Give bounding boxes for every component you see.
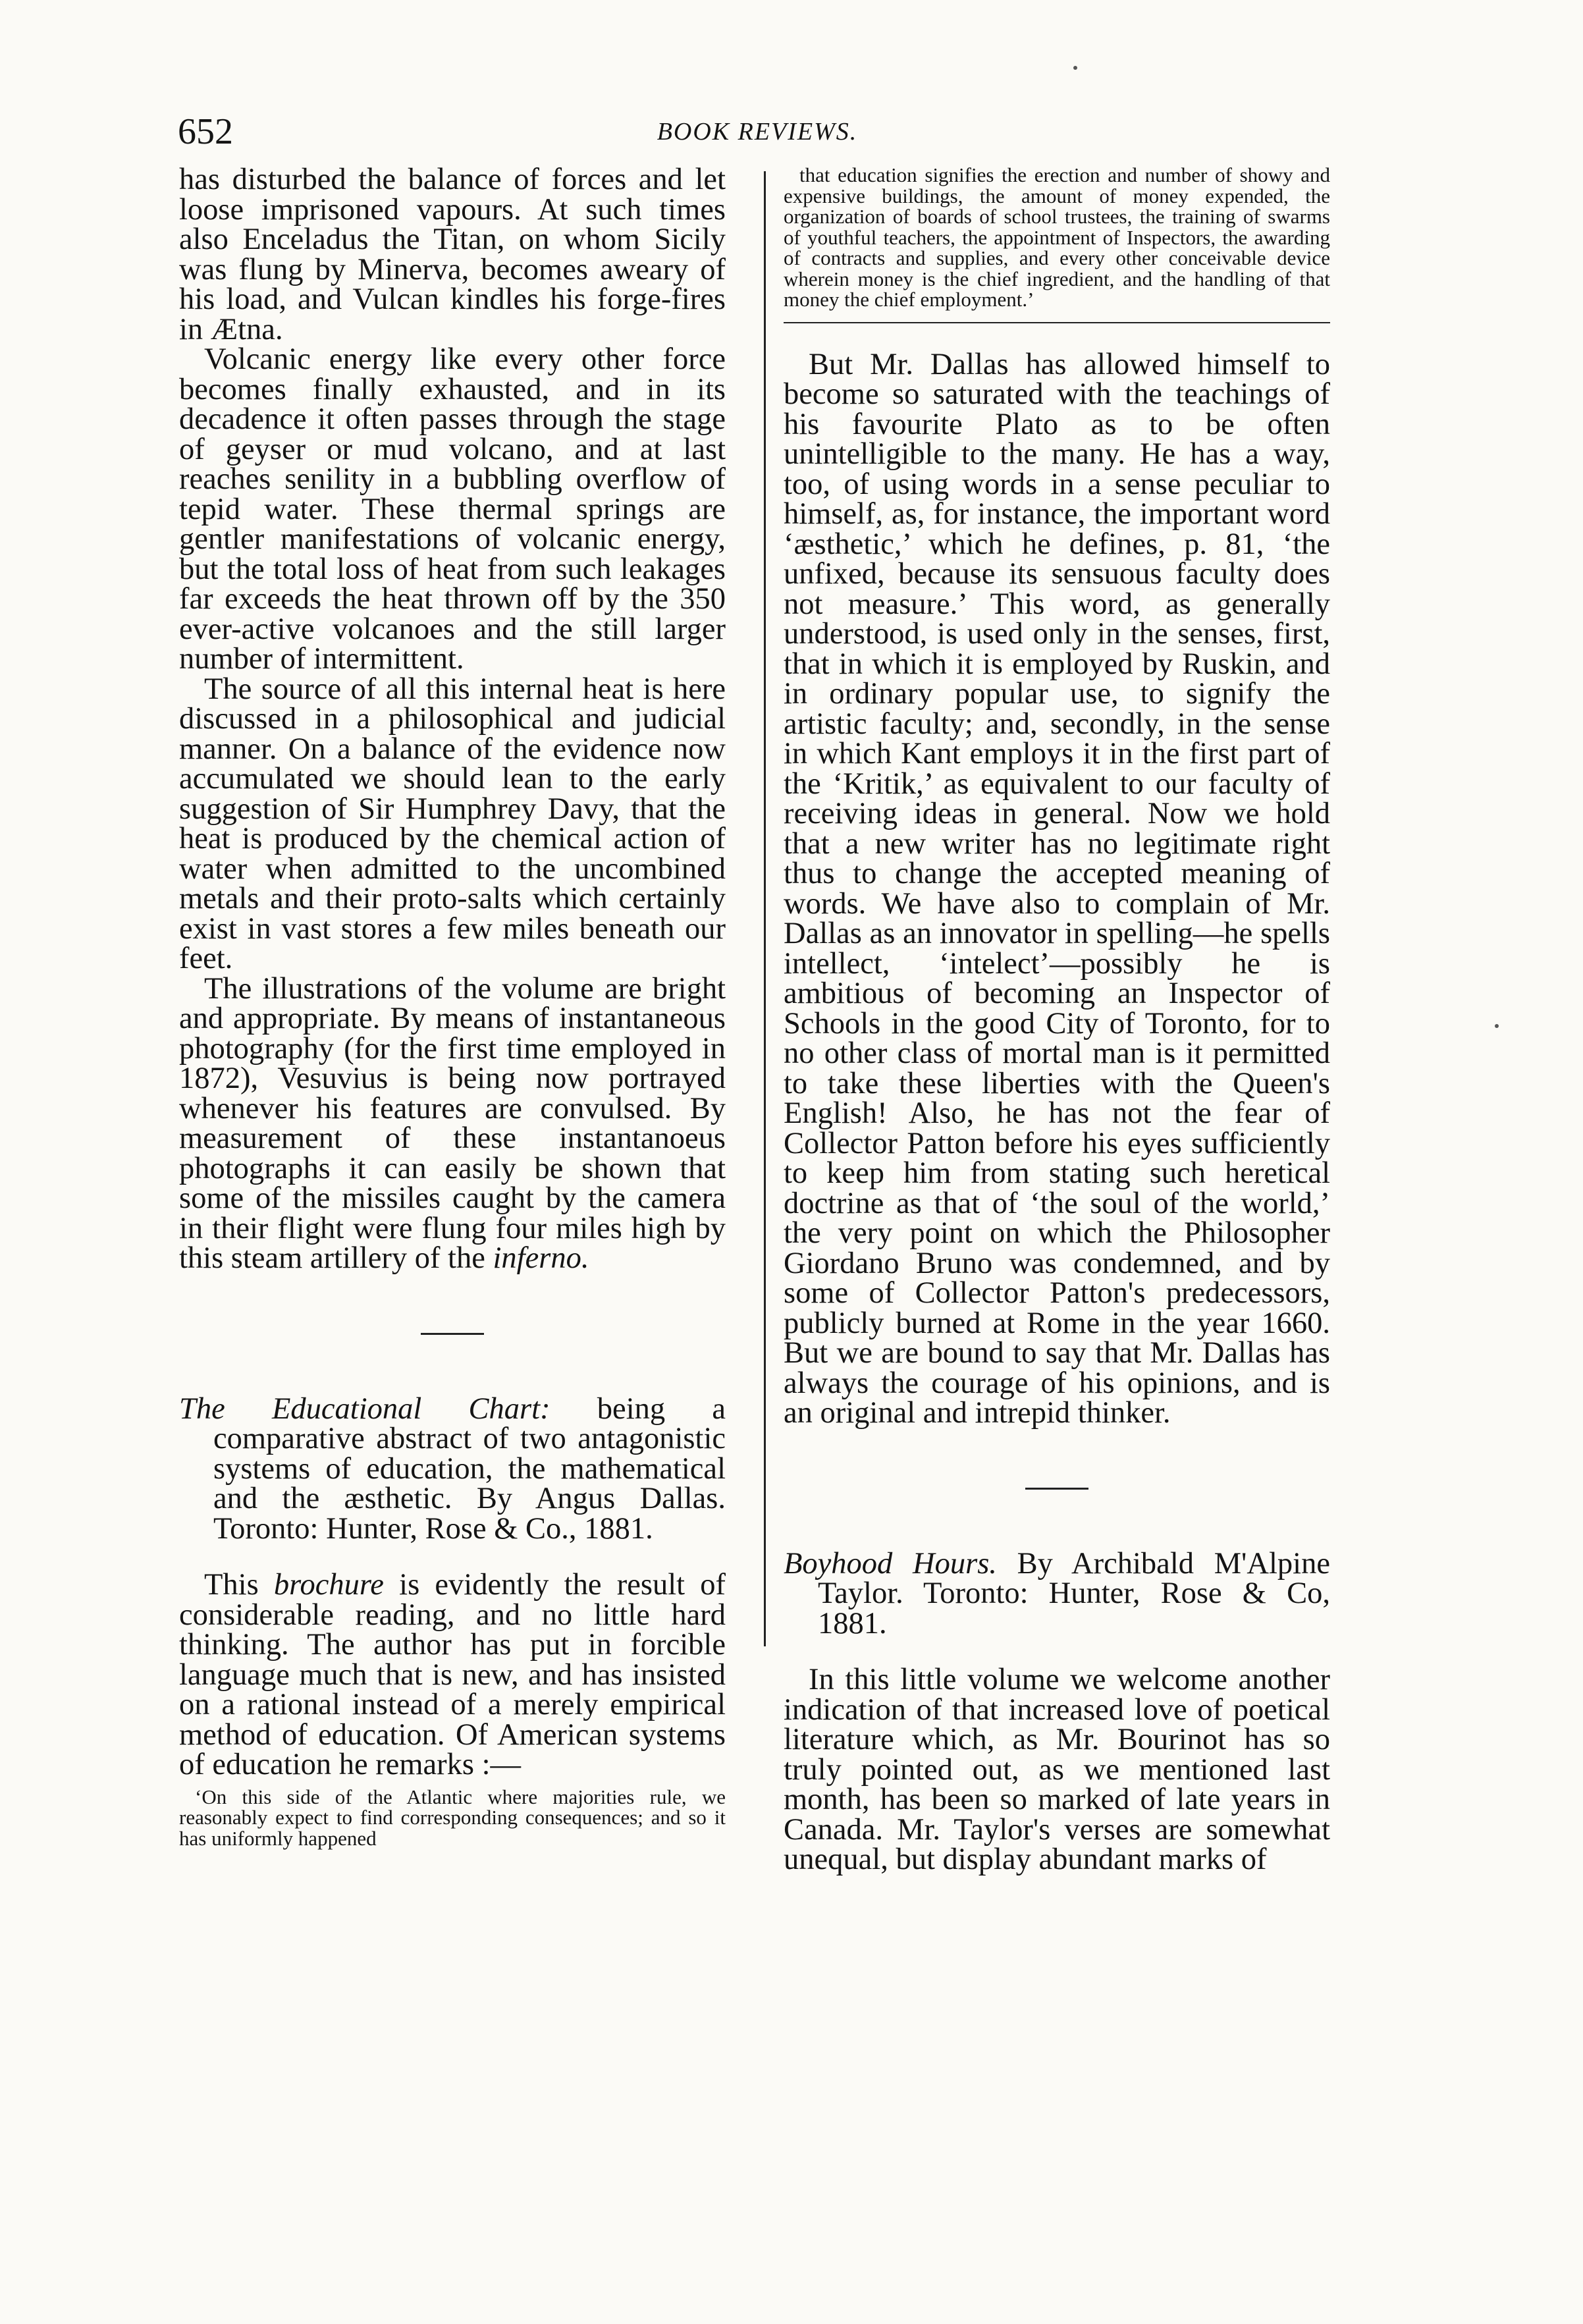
column-divider	[764, 171, 766, 1646]
stray-mark	[1073, 66, 1077, 70]
paragraph	[179, 1570, 726, 1780]
quote-rule	[784, 322, 1330, 323]
left-column	[179, 165, 726, 1849]
review-title	[784, 1546, 1330, 1640]
paragraph	[179, 971, 726, 1275]
paragraph-text: is evidently the result of considerable reading, and no little hard thinking. The author has put in forcible language much that is new, and has insisted on a rational instead of a merely empirical method of education. Of American systems of education he remarks :—	[179, 1568, 726, 1781]
review-title-italic: Boyhood Hours.	[784, 1546, 997, 1581]
paragraph: has disturbed the balance of forces and let loose imprisoned vapours. At such times also Enceladus the Titan, on whom Sicily was flung by Minerva, becomes aweary of his load, and Vulcan kindles his forge-fires in Ætna.	[179, 163, 726, 346]
review-title	[179, 1394, 726, 1544]
block-quote	[179, 1787, 726, 1849]
right-column	[784, 165, 1330, 1875]
paragraph: Volcanic energy like every other force becomes finally exhausted, and in its decadence it often passes through the stage of geyser or mud volcano, and at last reaches senility in a bubbling overflow of tepid water. These thermal springs are gentler manifestations of volcanic energy, but the total loss of heat from such leakages far exceeds the heat thrown off by the 350 ever-active volcanoes and the still larger number of intermittent.	[179, 342, 726, 676]
stray-mark	[1495, 1024, 1499, 1028]
block-quote-continued	[784, 165, 1330, 310]
quote-text: ‘On this side of the Atlantic where majorities rule, we reasonably expect to find corresponding consequences; and so it has uniformly happened	[179, 1785, 726, 1850]
paragraph-text: The illustrations of the volume are bright and appropriate. By means of instantaneous photography (for the first time employed in 1872), Vesuvius is being now portrayed whenever his features are convulsed. By measurement of these instantanoeus photographs it can easily be shown that some of the missiles caught by the camera in their flight were flung four miles high by this steam artillery of the	[179, 971, 726, 1275]
review-title-details: By Archibald M'Alpine Taylor. Toronto: Hunter, Rose & Co, 1881.	[818, 1546, 1330, 1640]
italic-word: brochure	[273, 1568, 384, 1602]
page-header	[178, 99, 1337, 158]
paragraph: The source of all this internal heat is here discussed in a philosophical and judicial manner. On a balance of the evidence now accumulated we should lean to the early suggestion of Sir Humphrey Davy, that the heat is produced by the chemical action of water when admitted to the uncombined metals and their proto-salts which certainly exist in vast stores a few miles beneath our feet.	[179, 672, 726, 975]
paragraph-text: This	[204, 1568, 274, 1602]
italic-word: inferno.	[493, 1241, 589, 1275]
running-head: BOOK REVIEWS.	[657, 118, 858, 146]
quote-text: that education signifies the erection and number of showy and expensive buildings, the amount of money expended, the organization of boards of school trustees, the training of swarms of youthful teachers, the appointment of Inspectors, the awarding of contracts and supplies, and every other conceivable device wherein money is the chief ingredient, and the handling of that money the chief employment.’	[784, 163, 1330, 311]
review-title-details: being a comparative abstract of two antagonistic systems of education, the mathematical and the æsthetic. By Angus Dallas. Toronto: Hunter, Rose & Co., 1881.	[213, 1392, 726, 1546]
page-number: 652	[178, 111, 233, 152]
paragraph: In this little volume we welcome another indication of that increased love of poetical literature which, as Mr. Bourinot has so truly pointed out, as we mentioned last month, has been so marked of late years in Canada. Mr. Taylor's verses are somewhat unequal, but display abundant marks of	[784, 1663, 1330, 1876]
review-title-italic: The Educational Chart:	[179, 1392, 550, 1426]
paragraph: But Mr. Dallas has allowed himself to become so saturated with the teachings of his favourite Plato as to be often unintelligible to the many. He has a way, too, of using words in a sense peculiar to himself, as, for instance, the important word ‘æsthetic,’ which he defines, p. 81, ‘the unfixed, because its sensuous faculty does not measure.’ This word, as generally understood, is used only in the senses, first, that in which it is employed by Ruskin, and in ordinary popular use, to signify the artistic faculty; and, secondly, in the sense in which Kant employs it in the first part of the ‘Kritik,’ as equivalent to our faculty of receiving ideas in general. Now we hold that a new writer has no legitimate right thus to change the accepted meaning of words. We have also to complain of Mr. Dallas as an innovator in spelling—he spells intellect, ‘intelect’—possibly he is ambitious of becoming an Inspector of Schools in the good City of Toronto, for to no other class of mortal man is it permitted to take these liberties with the Queen's English! Also, he has not the fear of Collector Patton before his eyes sufficiently to keep him from stating such heretical doctrine as that of ‘the soul of the world,’ the very point on which the Philosopher Giordano Bruno was condemned, and by some of Collector Patton's predecessors, publicly burned at Rome in the year 1660. But we are bound to say that Mr. Dallas has always the courage of his opinions, and is an original and intrepid thinker.	[784, 347, 1330, 1430]
